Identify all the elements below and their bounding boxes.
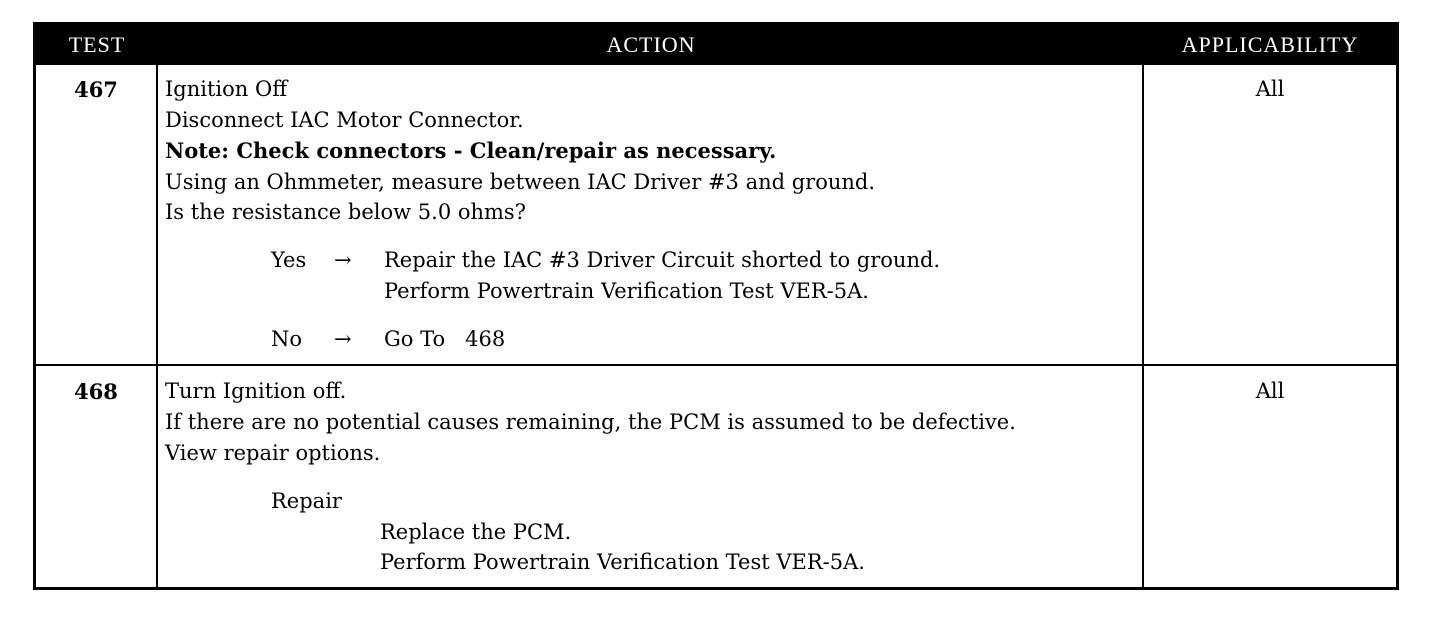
yes-result-line: Repair the IAC #3 Driver Circuit shorted to ground. — [384, 248, 941, 272]
arrow-right-icon: → — [334, 327, 352, 351]
applicability-467: All — [1255, 77, 1285, 101]
action-note: Note: Check connectors - Clean/repair as necessary. — [165, 138, 777, 163]
no-label: No — [271, 327, 303, 351]
column-divider — [156, 65, 158, 587]
action-line: Turn Ignition off. — [165, 379, 347, 403]
yes-label: Yes — [271, 248, 307, 272]
no-result: Go To 468 — [384, 327, 506, 351]
test-number-468: 468 — [74, 379, 118, 404]
test-number-467: 467 — [74, 77, 118, 102]
header-applicability: APPLICABILITY — [1181, 32, 1359, 57]
action-line: If there are no potential causes remaining, the PCM is assumed to be defective. — [165, 410, 1016, 434]
repair-line: Replace the PCM. — [380, 520, 572, 544]
action-line: View repair options. — [165, 441, 381, 465]
row-divider — [36, 364, 1396, 366]
yes-result-line: Perform Powertrain Verification Test VER-5A. — [384, 279, 869, 303]
header-test: TEST — [68, 32, 126, 57]
action-line: Ignition Off — [165, 77, 288, 101]
action-line: Disconnect IAC Motor Connector. — [165, 108, 524, 132]
diagnostic-table — [33, 22, 1399, 590]
action-line: Is the resistance below 5.0 ohms? — [165, 200, 526, 224]
header-action: ACTION — [606, 32, 696, 57]
column-divider — [1142, 65, 1144, 587]
action-line: Using an Ohmmeter, measure between IAC Driver #3 and ground. — [165, 170, 876, 194]
arrow-right-icon: → — [334, 248, 352, 272]
repair-label: Repair — [271, 489, 342, 513]
table-header — [36, 25, 1396, 65]
applicability-468: All — [1255, 379, 1285, 403]
repair-line: Perform Powertrain Verification Test VER-5A. — [380, 550, 865, 574]
